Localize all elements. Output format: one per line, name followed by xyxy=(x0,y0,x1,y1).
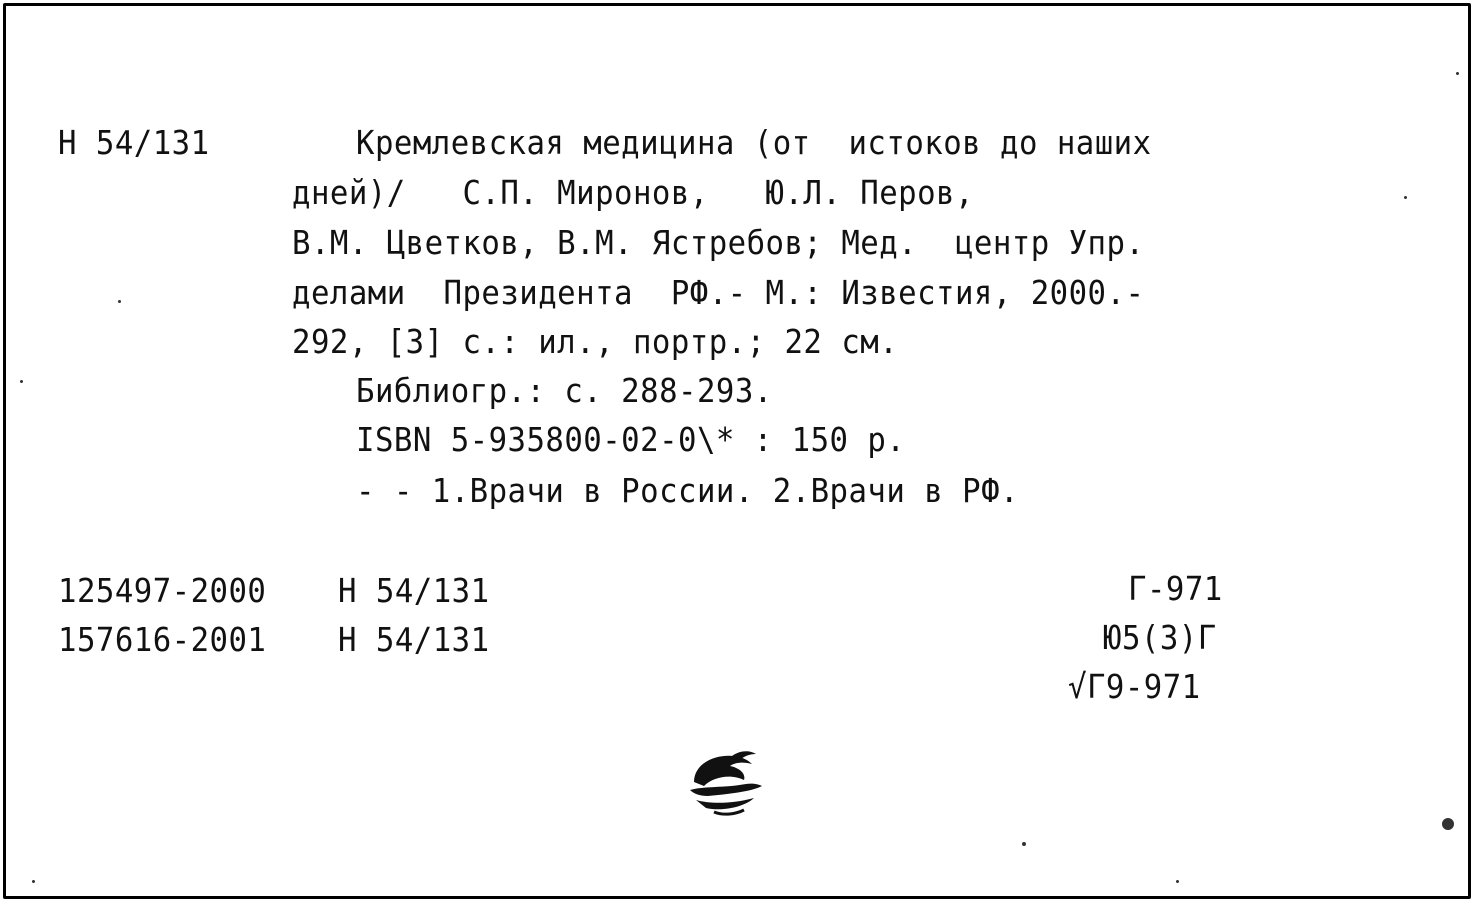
scan-speck xyxy=(32,880,35,883)
call-number: Н 54/131 xyxy=(58,123,210,162)
holding-shelf: Н 54/131 xyxy=(338,571,490,610)
description-line-3: В.М. Цветков, В.М. Ястребов; Мед. центр Упр. xyxy=(292,223,1145,262)
holding-inventory: 157616-2001 xyxy=(58,620,267,659)
scan-speck xyxy=(118,300,121,303)
description-line-1: Кремлевская медицина (от истоков до наших xyxy=(356,123,1152,162)
description-line-4: делами Президента РФ.- М.: Известия, 2000.- xyxy=(292,273,1145,312)
bibliography-note: Библиогр.: с. 288-293. xyxy=(356,371,773,410)
description-line-5: 292, [3] с.: ил., портр.; 22 см. xyxy=(292,322,899,361)
isbn-note: ISBN 5-935800-02-0\* : 150 р. xyxy=(356,420,906,459)
library-stamp-icon xyxy=(684,746,770,818)
scan-speck xyxy=(1176,880,1179,883)
classification-code: Г-971 xyxy=(1128,569,1223,608)
scan-speck xyxy=(1022,842,1026,846)
description-line-2: дней)/ С.П. Миронов, Ю.Л. Перов, xyxy=(292,173,974,212)
scan-speck xyxy=(1404,196,1407,199)
subjects-note: - - 1.Врачи в России. 2.Врачи в РФ. xyxy=(356,471,1019,510)
classification-code: √Г9-971 xyxy=(1068,667,1201,706)
scan-speck xyxy=(20,380,23,383)
scan-speck xyxy=(1456,72,1459,75)
classification-code: Ю5(3)Г xyxy=(1103,618,1217,657)
holding-inventory: 125497-2000 xyxy=(58,571,267,610)
holding-shelf: Н 54/131 xyxy=(338,620,490,659)
scan-speck xyxy=(1442,818,1454,830)
